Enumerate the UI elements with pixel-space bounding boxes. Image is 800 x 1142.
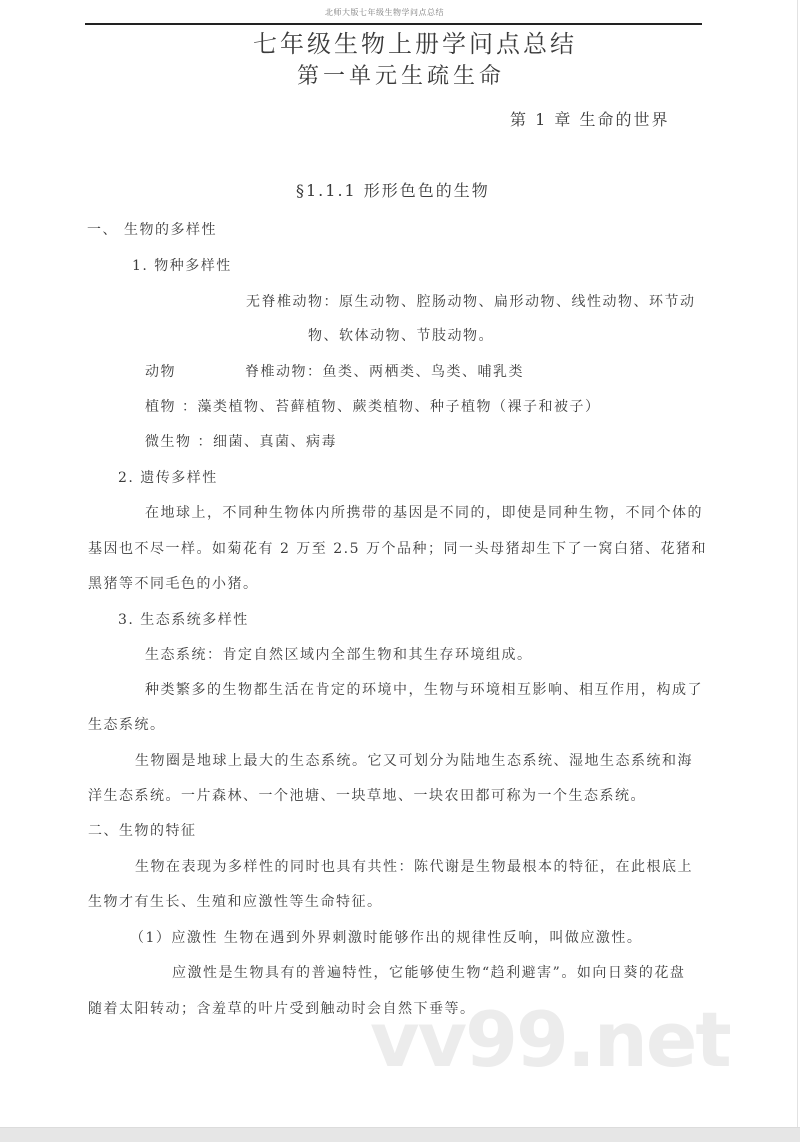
part2-heading: 二、生物的特征 — [88, 823, 197, 839]
genetic-para-line3: 黑猪等不同毛色的小猪。 — [88, 576, 259, 592]
genetic-para-line1: 在地球上，不同种生物体内所携带的基因是不同的，即使是同种生物，不同个体的 — [145, 505, 703, 521]
plants-line: 植物 ：藻类植物、苔藓植物、蕨类植物、种子植物（裸子和被子） — [145, 399, 601, 415]
ecosystem-definition: 生态系统：肯定自然区域内全部生物和其生存环境组成。 — [145, 647, 533, 663]
section-heading: §1.1.1 形形色色的生物 — [296, 181, 490, 200]
part1-heading: 一、 生物的多样性 — [87, 222, 217, 238]
vertebrates-line: 脊椎动物：鱼类、两栖类、鸟类、哺乳类 — [245, 364, 524, 380]
unit-title: 第一单元生疏生命 — [297, 64, 506, 89]
chapter-heading: 第 1 章 生命的世界 — [510, 110, 670, 129]
invertebrates-line2: 物、软体动物、节肢动物。 — [308, 328, 494, 344]
watermark: vv99.net — [370, 995, 730, 1084]
ecosystem-para1-line1: 种类繁多的生物都生活在肯定的环境中，生物与环境相互影响、相互作用，构成了 — [145, 682, 703, 698]
genetic-diversity-heading: 2. 遗传多样性 — [118, 470, 218, 486]
animals-label: 动物 — [145, 364, 176, 380]
invertebrates-line1: 无脊椎动物：原生动物、腔肠动物、扁形动物、线性动物、环节动 — [246, 294, 696, 310]
document-title: 七年级生物上册学问点总结 — [253, 30, 577, 58]
ecosystem-para2-line2: 洋生态系统。一片森林、一个池塘、一块草地、一块农田都可称为一个生态系统。 — [88, 788, 646, 804]
microbes-line: 微生物 ：细菌、真菌、病毒 — [145, 434, 337, 450]
viewer-bottom-strip — [0, 1127, 800, 1142]
ecosystem-para1-line2: 生态系统。 — [88, 717, 166, 733]
ecosystem-diversity-heading: 3. 生态系统多样性 — [118, 612, 249, 628]
genetic-para-line2: 基因也不尽一样。如菊花有 2 万至 2.5 万个品种；同一头母猪却生下了一窝白猪、花猪和 — [88, 541, 707, 557]
irritability-para-line2: 随着太阳转动；含羞草的叶片受到触动时会自然下垂等。 — [88, 1001, 476, 1017]
running-header: 北师大版七年级生物学问点总结 — [325, 8, 444, 17]
irritability-para-line1: 应激性是生物具有的普遍特性，它能够使生物“趋利避害”。如向日葵的花盘 — [172, 965, 686, 981]
species-diversity-heading: 1. 物种多样性 — [132, 258, 232, 274]
characteristics-para-line1: 生物在表现为多样性的同时也具有共性：陈代谢是生物最根本的特征，在此根底上 — [135, 859, 693, 875]
characteristics-para-line2: 生物才有生长、生殖和应激性等生命特征。 — [88, 894, 383, 910]
ecosystem-para2-line1: 生物圈是地球上最大的生态系统。它又可划分为陆地生态系统、湿地生态系统和海 — [135, 753, 693, 769]
irritability-item: （1）应激性 生物在遇到外界刺激时能够作出的规律性反响，叫做应激性。 — [130, 930, 643, 946]
